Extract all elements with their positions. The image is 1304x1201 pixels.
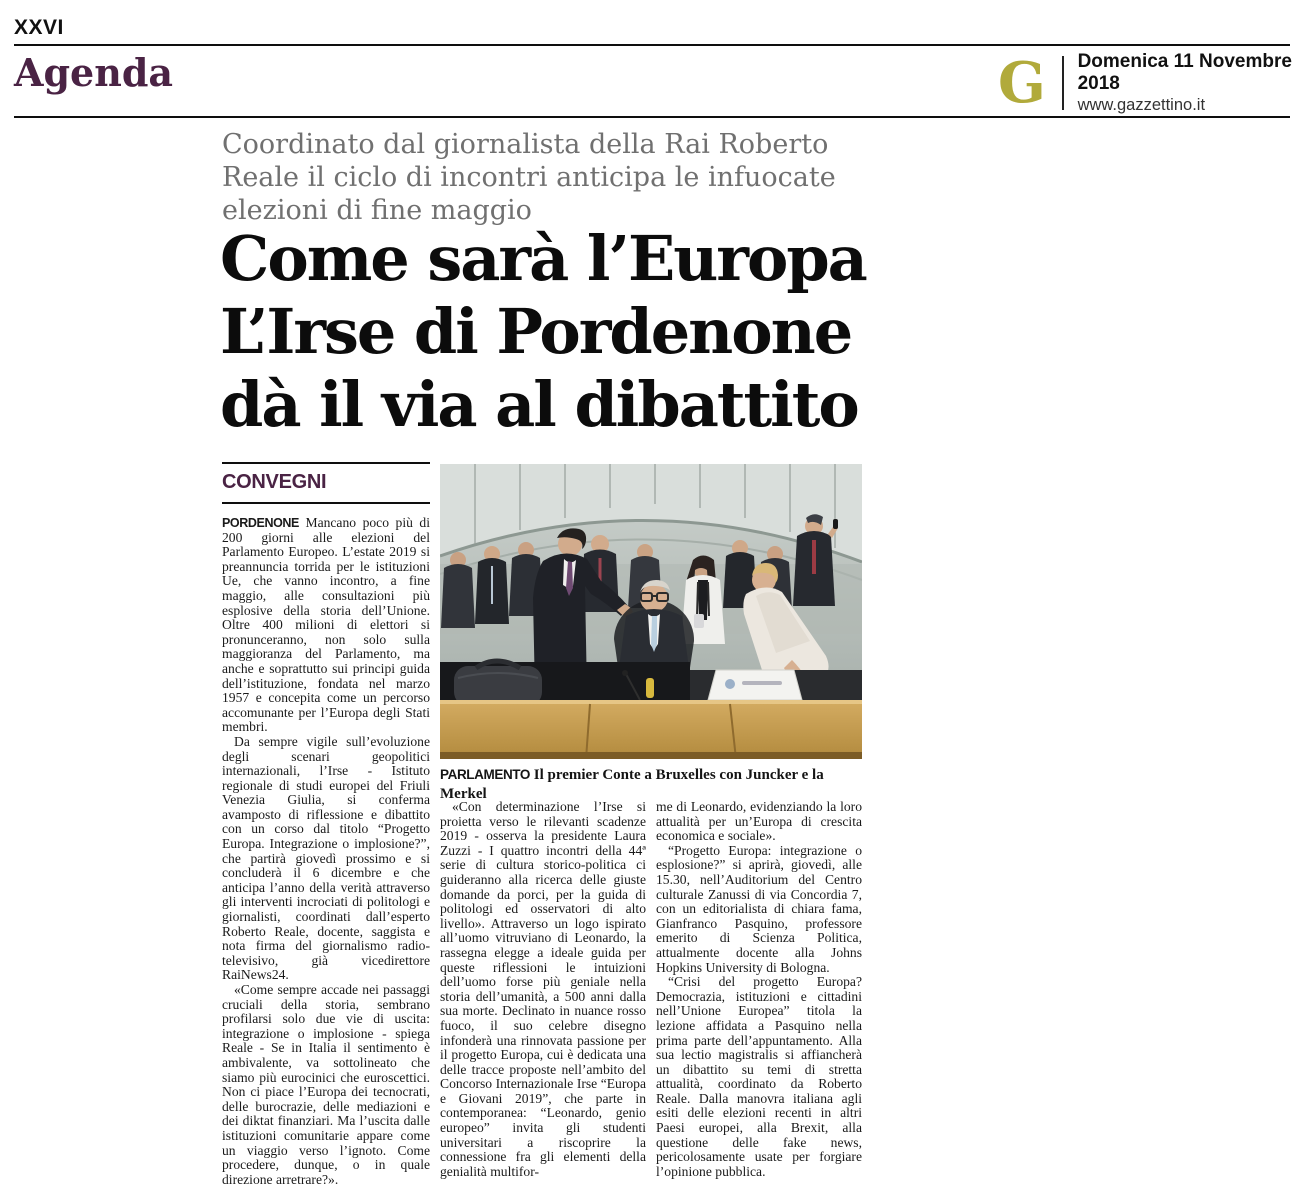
paragraph-text: Mancano poco più di 200 giorni alle elezioni del Parlamento Europeo. L’estate 2019 si preannuncia torrida per le istituzioni Ue, che vanno incontro, a fine maggio, alle consultazioni più esplosive della storia dell’Unione. Oltre 400 milioni di elettori si pronunceranno, non solo sulla maggioranza del Parlamento, ma anche e soprattutto sui principi guida dell’istituzione, fondata nel marzo 1957 e concepita come un percorso accomunante per l’Europa degli Stati membri. — [222, 516, 430, 735]
page-number: XXVI — [14, 16, 64, 39]
paragraph — [222, 516, 430, 735]
paragraph: “Progetto Europa: integrazione o esplosione?” si aprirà, giovedì, alle 15.30, nell’Auditorium del Centro culturale Zanussi di via Concordia 7, con un editorialista di chiara fama, Gianfranco Pasquino, professore emerito di Scienza Politica, attualmente docente alla Johns Hopkins University di Bologna. — [656, 842, 862, 975]
header-rule-top — [14, 44, 1290, 46]
masthead — [998, 50, 1304, 116]
article-column-3 — [656, 800, 862, 1200]
paragraph: «Come sempre accade nei passaggi cruciali della storia, sembrano profilarsi solo due vie di uscita: integrazione o implosione - spiega Reale - Se in Italia il sentimento è ambivalente, va sottolineato che siamo più eurocinici che euroscettici. Non ci piace l’Europa dei tecnocrati, delle burocrazie, delle mediazioni e dei diktat finanziari. Ma l’uscita dalle istituzioni comunitarie appare come un viaggio verso l’ignoto. Come procedere, dunque, o in quale direzione arretrare?». — [222, 982, 430, 1187]
caption-text: Il premier Conte a Bruxelles con Juncker e la Merkel — [440, 767, 824, 802]
article-column-2 — [440, 800, 646, 1200]
header-rule-bottom — [14, 116, 1290, 118]
gazzettino-logo-icon: G — [998, 50, 1046, 116]
dateline: PORDENONE — [222, 516, 299, 530]
parliament-photo — [440, 464, 862, 759]
headline — [220, 222, 880, 441]
photo-caption — [440, 765, 862, 804]
article-column-1 — [222, 516, 430, 1196]
parliament-photo-illustration — [440, 464, 862, 759]
kicker-label: CONVEGNI — [222, 471, 327, 493]
paragraph: «Con determinazione l’Irse si proietta verso le rilevanti scadenze 2019 - osserva la presidente Laura Zuzzi - I quattro incontri della 44ª serie di cultura storico-politica ci guideranno alla ricerca delle giuste domande da porci, per la guida di politologi ed osservatori di alto livello». Attraverso un logo ispirato all’uomo vitruviano di Leonardo, la rassegna elegge a ideale guida per queste riflessioni le intuizioni dell’uomo forse più geniale nella storia dell’umanità, a 500 anni dalla sua morte. Declinato in nuance rosso fuoco, il suo celebre disegno infonderà una rinnovata passione per il progetto Europa, cui è dedicata una delle tracce proposte nell’ambito del Concorso Internazionale Irse “Europa e Giovani 2019”, che parte in contemporanea: “Leonardo, genio europeo” invita gli studenti universitari a riscoprire la connessione fra gli elementi della genialità multifor- — [440, 800, 646, 1179]
caption-label: PARLAMENTO — [440, 767, 530, 782]
website-link[interactable]: www.gazzettino.it — [1077, 96, 1206, 114]
section-title: Agenda — [14, 50, 174, 95]
edition-date: Domenica 11 Novembre 2018 — [1077, 51, 1292, 94]
paragraph: Da sempre vigile sull’evoluzione degli scenari geopolitici internazionali, l’Irse - Istituto regionale di studi europei del Friuli Venezia Giulia, si conferma avamposto di riflessione e dibattito con un corso dal titolo “Progetto Europa. Integrazione o implosione?”, che partirà giovedì prossimo e si concluderà il 6 dicembre e che anticipa l’anno della verità attraverso gli interventi incrociati di politologi e giornalisti, coordinati dall’esperto Roberto Reale, docente, saggista e nota firma del giornalismo radio-televisivo, già vicedirettore RaiNews24. — [222, 733, 430, 983]
headline-line-3: dà il via al dibattito — [220, 368, 858, 441]
headline-line-1: Come sarà l’Europa — [220, 222, 866, 295]
kicker-block — [222, 462, 430, 504]
standfirst: Coordinato dal giornalista della Rai Roberto Reale il ciclo di incontri anticipa le infuocate elezioni di fine maggio — [222, 129, 836, 226]
paragraph: me di Leonardo, evidenziando la loro attualità per un’Europa di crescita economica e sociale». — [656, 800, 862, 844]
paragraph: “Crisi del progetto Europa? Democrazia, istituzioni e cittadini nell’Unione Europea” titola la lezione affidata a Pasquino nella prima parte dell’appuntamento. Alla sua lectio magistralis si affiancherà un dibattito su temi di stretta attualità, coordinato da Roberto Reale. Dalla manovra italiana agli esiti delle elezioni recenti in altri Paesi europei, alla Brexit, alla questione delle fake news, pericolosamente usate per forgiare l’opinione pubblica. — [656, 974, 862, 1179]
headline-line-2: L’Irse di Pordenone — [220, 295, 852, 368]
